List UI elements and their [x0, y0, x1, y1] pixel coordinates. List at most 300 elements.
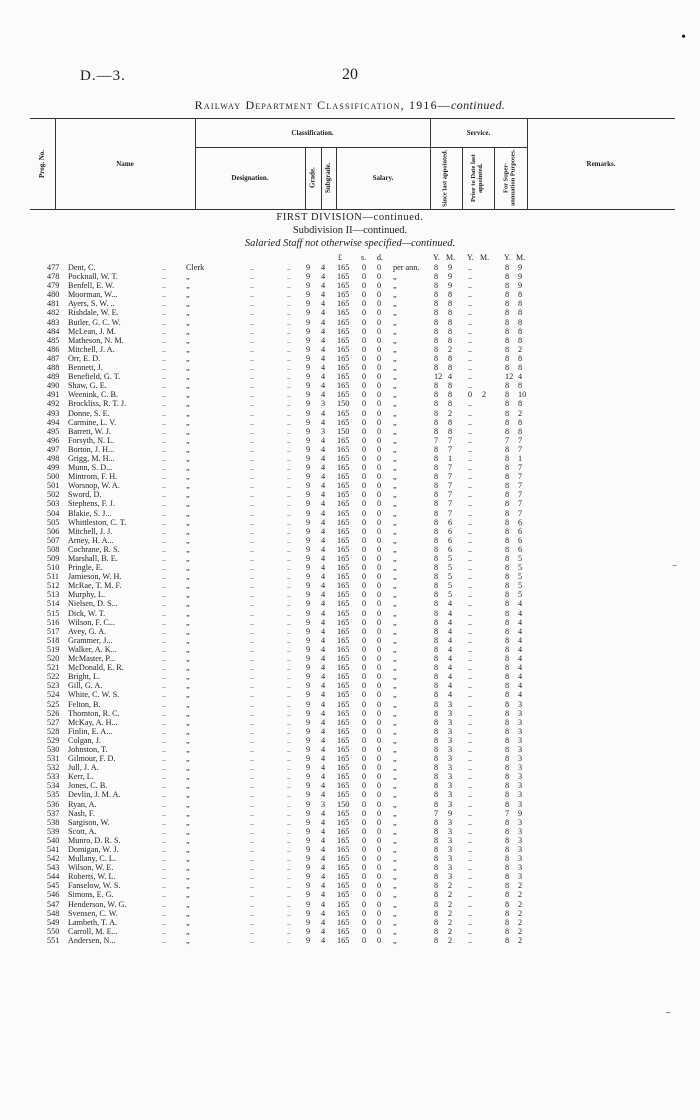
grade: 9: [306, 826, 311, 836]
designation: „: [186, 626, 190, 636]
salary-pence: 0: [377, 726, 382, 736]
leader-dots: ..: [162, 654, 167, 664]
salary-period: „: [393, 399, 397, 409]
prog-no: 537: [47, 808, 60, 818]
designation: „: [186, 744, 190, 754]
leader-dots: ..: [287, 572, 292, 582]
grade: 9: [306, 544, 311, 554]
leader-dots: ..: [162, 372, 167, 382]
leader-dots: ..: [162, 726, 167, 736]
salary-period: „: [393, 654, 397, 664]
staff-name: Dick, W. T.: [68, 608, 106, 618]
header-grade: Grade.: [308, 167, 317, 189]
subgrade: 3: [321, 399, 326, 409]
prog-no: 540: [47, 835, 60, 845]
prog-no: 494: [47, 417, 60, 427]
table-row: [0, 609, 700, 618]
grade: 9: [306, 845, 311, 854]
designation: „: [186, 890, 190, 900]
salary-pence: 0: [377, 453, 382, 463]
leader-dots: ..: [250, 526, 255, 536]
super-years: 8: [505, 281, 510, 291]
table-row: [0, 572, 700, 581]
salary-pounds: 165: [337, 644, 350, 654]
table-row: [0, 927, 700, 936]
subgrade: 4: [321, 508, 326, 518]
salary-pence: 0: [377, 754, 382, 764]
staff-name: Benfell, E. W.: [68, 281, 115, 291]
since-last-months: 8: [448, 308, 453, 318]
super-years: 8: [505, 544, 510, 554]
prior-years: ..: [468, 408, 473, 418]
prior-years: ..: [468, 735, 473, 745]
designation: „: [186, 317, 190, 327]
table-row: [0, 463, 700, 472]
salary-shillings: 0: [362, 335, 367, 345]
salary-shillings: 0: [362, 435, 367, 445]
salary-pence: 0: [377, 835, 382, 845]
since-last-years: 8: [434, 817, 439, 827]
grade: 9: [306, 381, 311, 391]
leader-dots: ..: [250, 481, 255, 491]
leader-dots: ..: [287, 563, 292, 573]
leader-dots: ..: [287, 754, 292, 764]
staff-name: Butler, G. C. W.: [68, 317, 121, 327]
salary-pence: 0: [377, 790, 382, 800]
table-row: [0, 709, 700, 718]
super-months: 5: [518, 563, 523, 573]
salary-period: „: [393, 935, 397, 945]
designation: „: [186, 526, 190, 536]
leader-dots: ..: [250, 899, 255, 909]
leader-dots: ..: [162, 499, 167, 509]
prog-no: 548: [47, 908, 60, 918]
since-last-months: 7: [448, 435, 453, 445]
prior-years: ..: [468, 926, 473, 936]
header-since-last-appointed: Since last appointed.: [441, 149, 449, 207]
staff-name: Pringle, E.: [68, 563, 103, 573]
salary-pounds: 165: [337, 608, 350, 618]
table-row: [0, 363, 700, 372]
salary-shillings: 0: [362, 899, 367, 909]
salary-period: „: [393, 908, 397, 918]
subgrade: 4: [321, 854, 326, 864]
prog-no: 487: [47, 353, 60, 363]
prior-years: ..: [468, 790, 473, 800]
super-months: 4: [518, 599, 523, 609]
salary-shillings: 0: [362, 290, 367, 300]
staff-name: Munro, D. R. S.: [68, 835, 121, 845]
staff-name: Carmine, L. V.: [68, 417, 117, 427]
subgrade: 4: [321, 317, 326, 327]
staff-name: Colgan, J.: [68, 735, 101, 745]
super-years: 7: [505, 435, 510, 445]
grade: 9: [306, 517, 311, 527]
since-last-months: 7: [448, 481, 453, 491]
salary-shillings: 0: [362, 572, 367, 582]
salary-shillings: 0: [362, 854, 367, 864]
since-last-years: 8: [434, 563, 439, 573]
staff-name: Carroll, M. E...: [68, 926, 118, 936]
prog-no: 551: [47, 935, 60, 945]
subgrade: 4: [321, 644, 326, 654]
prog-no: 509: [47, 554, 60, 563]
grade: 9: [306, 799, 311, 809]
super-years: 8: [505, 654, 510, 664]
since-last-years: 8: [434, 854, 439, 864]
designation: „: [186, 490, 190, 500]
since-last-years: 8: [434, 481, 439, 491]
salary-pounds: 165: [337, 854, 350, 864]
leader-dots: ..: [162, 508, 167, 518]
prior-years: ..: [468, 508, 473, 518]
since-last-years: 8: [434, 890, 439, 900]
grade: 9: [306, 754, 311, 764]
unit-pound: £: [338, 253, 342, 262]
salary-shillings: 0: [362, 663, 367, 673]
salary-period: „: [393, 635, 397, 645]
designation: „: [186, 390, 190, 400]
designation: „: [186, 781, 190, 791]
grade: 9: [306, 635, 311, 645]
since-last-years: 8: [434, 717, 439, 727]
salary-period: „: [393, 408, 397, 418]
subgrade: 4: [321, 472, 326, 482]
prog-no: 528: [47, 726, 60, 736]
super-months: 3: [518, 726, 523, 736]
salary-pounds: 165: [337, 617, 350, 627]
prog-no: 479: [47, 281, 60, 291]
since-last-years: 8: [434, 672, 439, 682]
since-last-months: 3: [448, 763, 453, 773]
subgrade: 4: [321, 308, 326, 318]
super-years: 8: [505, 353, 510, 363]
since-last-years: 8: [434, 735, 439, 745]
designation: „: [186, 772, 190, 782]
designation: „: [186, 863, 190, 873]
super-months: 9: [518, 281, 523, 291]
salary-period: „: [393, 426, 397, 436]
salary-pounds: 165: [337, 353, 350, 363]
salary-period: „: [393, 372, 397, 382]
leader-dots: ..: [250, 353, 255, 363]
super-years: 8: [505, 644, 510, 654]
leader-dots: ..: [287, 690, 292, 700]
leader-dots: ..: [250, 935, 255, 945]
leader-dots: ..: [250, 517, 255, 527]
super-months: 2: [518, 881, 523, 891]
staff-name: Gilmour, F. D.: [68, 754, 116, 764]
prog-no: 546: [47, 890, 60, 900]
salary-shillings: 0: [362, 453, 367, 463]
salary-shillings: 0: [362, 635, 367, 645]
prog-no: 482: [47, 308, 60, 318]
staff-name: Mitchell, J. A.: [68, 344, 115, 354]
leader-dots: ..: [162, 263, 167, 272]
salary-pounds: 165: [337, 935, 350, 945]
prog-no: 529: [47, 735, 60, 745]
grade: 9: [306, 654, 311, 664]
salary-period: „: [393, 717, 397, 727]
leader-dots: ..: [162, 308, 167, 318]
since-last-years: 8: [434, 444, 439, 454]
salary-shillings: 0: [362, 926, 367, 936]
subgrade: 4: [321, 481, 326, 491]
leader-dots: ..: [162, 281, 167, 291]
salary-pounds: 150: [337, 399, 350, 409]
salary-pence: 0: [377, 926, 382, 936]
salary-period: „: [393, 299, 397, 309]
since-last-years: 8: [434, 626, 439, 636]
table-row: [0, 663, 700, 672]
subgrade: 4: [321, 617, 326, 627]
salary-pence: 0: [377, 899, 382, 909]
table-row: [0, 645, 700, 654]
salary-period: „: [393, 726, 397, 736]
since-last-years: 8: [434, 317, 439, 327]
salary-pounds: 165: [337, 499, 350, 509]
division-heading: [0, 212, 700, 223]
unit-months-1: M.: [446, 253, 456, 262]
salary-pence: 0: [377, 435, 382, 445]
staff-name: Walker, A. K...: [68, 644, 117, 654]
staff-name: Benefield, G. T.: [68, 372, 121, 382]
prior-years: ..: [468, 563, 473, 573]
grade: 9: [306, 272, 311, 282]
salary-shillings: 0: [362, 835, 367, 845]
leader-dots: ..: [250, 290, 255, 300]
salary-pence: 0: [377, 808, 382, 818]
prior-years: ..: [468, 617, 473, 627]
since-last-months: 5: [448, 581, 453, 591]
staff-name: Sargison, W.: [68, 817, 110, 827]
subtitle-continued: continued.: [451, 98, 506, 112]
leader-dots: ..: [287, 272, 292, 282]
prior-years: ..: [468, 781, 473, 791]
salary-pence: 0: [377, 544, 382, 554]
grade: 9: [306, 690, 311, 700]
super-years: 8: [505, 799, 510, 809]
table-row: [0, 454, 700, 463]
subgrade: 4: [321, 872, 326, 882]
super-months: 9: [518, 272, 523, 282]
since-last-months: 9: [448, 281, 453, 291]
leader-dots: ..: [162, 590, 167, 600]
salary-pence: 0: [377, 608, 382, 618]
staff-name: Thornton, R. C.: [68, 708, 120, 718]
leader-dots: ..: [287, 672, 292, 682]
since-last-years: 8: [434, 799, 439, 809]
prior-years: ..: [468, 544, 473, 554]
table-header: [30, 118, 675, 210]
salary-pence: 0: [377, 408, 382, 418]
prog-no: 523: [47, 681, 60, 691]
salary-pence: 0: [377, 490, 382, 500]
subgrade: 4: [321, 781, 326, 791]
staff-name: Mitchell, J. J.: [68, 526, 113, 536]
designation: „: [186, 635, 190, 645]
salary-shillings: 0: [362, 890, 367, 900]
salary-period: „: [393, 435, 397, 445]
prior-years: ..: [468, 863, 473, 873]
table-row: [0, 763, 700, 772]
leader-dots: ..: [162, 572, 167, 582]
table-row: [0, 290, 700, 299]
designation: „: [186, 644, 190, 654]
salary-period: „: [393, 790, 397, 800]
leader-dots: ..: [250, 508, 255, 518]
salary-pounds: 165: [337, 690, 350, 700]
grade: 9: [306, 499, 311, 509]
since-last-months: 8: [448, 399, 453, 409]
subgrade: 4: [321, 608, 326, 618]
leader-dots: ..: [250, 399, 255, 409]
prior-years: ..: [468, 353, 473, 363]
leader-dots: ..: [287, 544, 292, 554]
staff-name: Wilson, W. E.: [68, 863, 114, 873]
designation: „: [186, 290, 190, 300]
super-months: 8: [518, 353, 523, 363]
leader-dots: ..: [287, 490, 292, 500]
subgrade: 4: [321, 499, 326, 509]
since-last-years: 8: [434, 499, 439, 509]
staff-name: Arney, H. A...: [68, 535, 114, 545]
since-last-years: 8: [434, 635, 439, 645]
salary-pence: 0: [377, 744, 382, 754]
subgrade: 4: [321, 517, 326, 527]
salary-pence: 0: [377, 690, 382, 700]
grade: 9: [306, 590, 311, 600]
since-last-months: 3: [448, 790, 453, 800]
prog-no: 539: [47, 826, 60, 836]
since-last-years: 8: [434, 826, 439, 836]
table-row: [0, 845, 700, 854]
salary-pounds: 165: [337, 417, 350, 427]
super-months: 2: [518, 408, 523, 418]
since-last-years: 8: [434, 344, 439, 354]
prior-years: ..: [468, 590, 473, 600]
super-years: 8: [505, 326, 510, 336]
designation: „: [186, 854, 190, 864]
prior-years: ..: [468, 654, 473, 664]
designation: „: [186, 381, 190, 391]
super-months: 9: [518, 263, 523, 272]
leader-dots: ..: [250, 408, 255, 418]
salary-shillings: 0: [362, 590, 367, 600]
table-row: [0, 881, 700, 890]
prior-years: ..: [468, 699, 473, 709]
super-years: 8: [505, 399, 510, 409]
since-last-months: 4: [448, 372, 453, 382]
since-last-years: 8: [434, 399, 439, 409]
staff-name: Ayers, S. W. ..: [68, 299, 115, 309]
super-months: 5: [518, 572, 523, 582]
since-last-years: 8: [434, 408, 439, 418]
since-last-years: 8: [434, 363, 439, 373]
designation: „: [186, 708, 190, 718]
super-months: 4: [518, 654, 523, 664]
subgrade: 4: [321, 744, 326, 754]
since-last-months: 7: [448, 490, 453, 500]
super-years: 8: [505, 717, 510, 727]
since-last-years: 8: [434, 572, 439, 582]
super-months: 6: [518, 526, 523, 536]
designation: „: [186, 690, 190, 700]
super-years: 8: [505, 526, 510, 536]
prog-no: 530: [47, 744, 60, 754]
table-row: [0, 718, 700, 727]
salary-period: „: [393, 699, 397, 709]
staff-name: Stephens, F. J.: [68, 499, 115, 509]
designation: „: [186, 272, 190, 282]
since-last-years: 8: [434, 299, 439, 309]
super-months: 6: [518, 517, 523, 527]
leader-dots: ..: [250, 644, 255, 654]
prior-years: ..: [468, 826, 473, 836]
since-last-years: 8: [434, 663, 439, 673]
table-row: [0, 727, 700, 736]
salary-pence: 0: [377, 463, 382, 473]
table-row: [0, 545, 700, 554]
subgrade: 4: [321, 417, 326, 427]
grade: 9: [306, 681, 311, 691]
prog-no: 549: [47, 917, 60, 927]
staff-name: Worsnop, W. A.: [68, 481, 120, 491]
leader-dots: ..: [162, 817, 167, 827]
staff-name: Cochrane, R. S.: [68, 544, 120, 554]
super-years: 8: [505, 535, 510, 545]
prior-years: ..: [468, 917, 473, 927]
prog-no: 531: [47, 754, 60, 764]
salary-period: „: [393, 754, 397, 764]
super-years: 8: [505, 590, 510, 600]
leader-dots: ..: [287, 908, 292, 918]
leader-dots: ..: [287, 790, 292, 800]
leader-dots: ..: [287, 499, 292, 509]
salary-pence: 0: [377, 854, 382, 864]
salary-pence: 0: [377, 335, 382, 345]
prior-years: ..: [468, 535, 473, 545]
salary-pounds: 165: [337, 699, 350, 709]
staff-name: Rishdale, W. E.: [68, 308, 119, 318]
subgrade: 4: [321, 635, 326, 645]
super-years: 8: [505, 681, 510, 691]
prog-no: 550: [47, 926, 60, 936]
subgrade: 4: [321, 735, 326, 745]
since-last-months: 2: [448, 926, 453, 936]
designation: „: [186, 663, 190, 673]
prior-years: ..: [468, 935, 473, 945]
salary-pence: 0: [377, 663, 382, 673]
super-months: 8: [518, 399, 523, 409]
leader-dots: ..: [250, 863, 255, 873]
subgrade: 4: [321, 690, 326, 700]
table-row: [0, 563, 700, 572]
staff-table-body: [0, 263, 700, 945]
prog-no: 547: [47, 899, 60, 909]
grade: 9: [306, 281, 311, 291]
leader-dots: ..: [287, 917, 292, 927]
staff-name: Borton, J. H...: [68, 444, 115, 454]
header-salary: Salary.: [372, 174, 394, 182]
subgrade: 4: [321, 763, 326, 773]
super-years: 8: [505, 335, 510, 345]
table-row: [0, 554, 700, 563]
staff-name: Barrett, W. J.: [68, 426, 111, 436]
salary-period: „: [393, 544, 397, 554]
staff-name: Munn, S. D...: [68, 463, 113, 473]
leader-dots: ..: [162, 535, 167, 545]
